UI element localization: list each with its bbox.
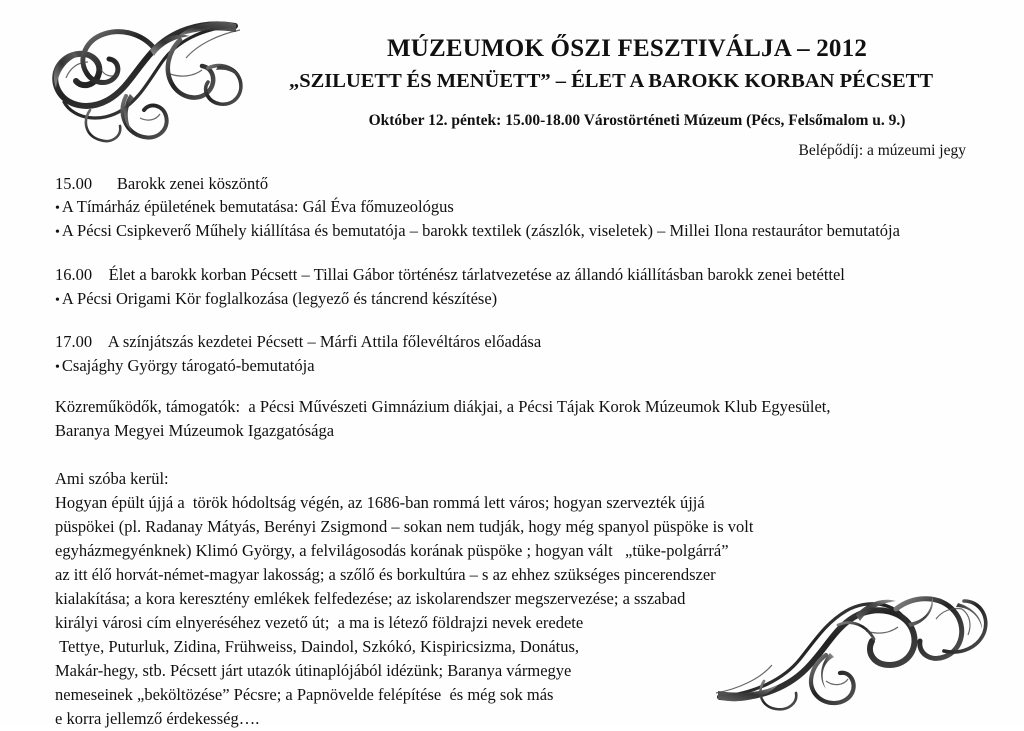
credits-block (55, 395, 984, 443)
spacer (55, 256, 984, 263)
credits-line: Közreműködők, támogatók: a Pécsi Művészeti Gimnázium diákjai, a Pécsi Tájak Korok Múzeumok Klub Egyesület, (55, 396, 831, 416)
about-line: Makár-hegy, stb. Pécsett járt utazók útinaplójából idézünk; Baranya vármegye (55, 661, 572, 681)
about-line: püspökei (pl. Radanay Mátyás, Berényi Zsigmond – sokan nem tudják, hogy még spanyol püspöke is volt (55, 516, 754, 536)
program-bullet: • A Pécsi Csipkeverő Műhely kiállítása és bemutatója – barokk textilek (zászlók, viseletek) – Millei Ilona restaurátor bemutatója (55, 219, 984, 243)
program-time-line: 16.00 Élet a barokk korban Pécsett – Tillai Gábor történész tárlatvezetése az állandó kiállításban barokk zenei betéttel (55, 265, 845, 285)
about-line: az itt élő horvát-német-magyar lakosság; a szőlő és borkultúra – s az ehhez szükséges pincerendszer (55, 564, 716, 584)
document-header (230, 34, 984, 160)
page-subtitle: „SZILUETT ÉS MENÜETT” – ÉLET A BAROKK KORBAN PÉCSETT (288, 69, 934, 92)
program-time-line: 17.00 A színjátszás kezdetei Pécsett – Márfi Attila főlevéltáros előadása (55, 332, 542, 352)
admission-note: Belépődíj: a múzeumi jegy (798, 142, 966, 160)
program-bullet: • A Pécsi Origami Kör foglalkozása (legyező és táncrend készítése) (55, 287, 984, 311)
program-bullet: • Csajághy György tárogató-bemutatója (55, 354, 984, 378)
document-body (55, 172, 984, 731)
about-heading: Ami szóba kerül: (55, 468, 169, 488)
about-line: kialakítása; a kora keresztény emlékek felfedezése; az iskolarendszer megszervezése; a sszabad (55, 589, 686, 608)
credits-line: Baranya Megyei Múzeumok Igazgatósága (55, 420, 335, 440)
program-block (55, 263, 984, 310)
about-line: e korra jellemző érdekesség…. (55, 709, 260, 729)
about-line: királyi városi cím elnyeréséhez vezető út; a ma is létező földrajzi nevek eredete (55, 613, 584, 633)
about-line: nemeseinek „beköltözése” Pécsre; a Papnövelde felépítése és még sok más (55, 685, 554, 705)
spacer (55, 323, 984, 330)
program-bullet: • A Tímárház épületének bemutatása: Gál Éva főmuzeológus (55, 195, 984, 219)
program-block (55, 172, 984, 243)
about-line: Hogyan épült újjá a török hódoltság végén, az 1686-ban rommá lett város; hogyan szervezték újjá (55, 492, 705, 512)
about-line: Tettye, Puturluk, Zidina, Frühweiss, Daindol, Szkókó, Kispiricsizma, Donátus, (55, 637, 580, 657)
program-block (55, 330, 984, 377)
about-block (55, 467, 984, 731)
page-title: MÚZEUMOK ŐSZI FESZTIVÁLJA – 2012 (386, 35, 868, 62)
program-time-line: 15.00 Barokk zenei köszöntő (55, 174, 269, 193)
event-datetime-venue: Október 12. péntek: 15.00-18.00 Várostörténeti Múzeum (Pécs, Felsőmalom u. 9.) (368, 112, 906, 130)
about-line: egyházmegyénknek) Klimó György, a felvilágosodás korának püspöke ; hogyan vált „tüke-polgárrá” (55, 540, 729, 560)
